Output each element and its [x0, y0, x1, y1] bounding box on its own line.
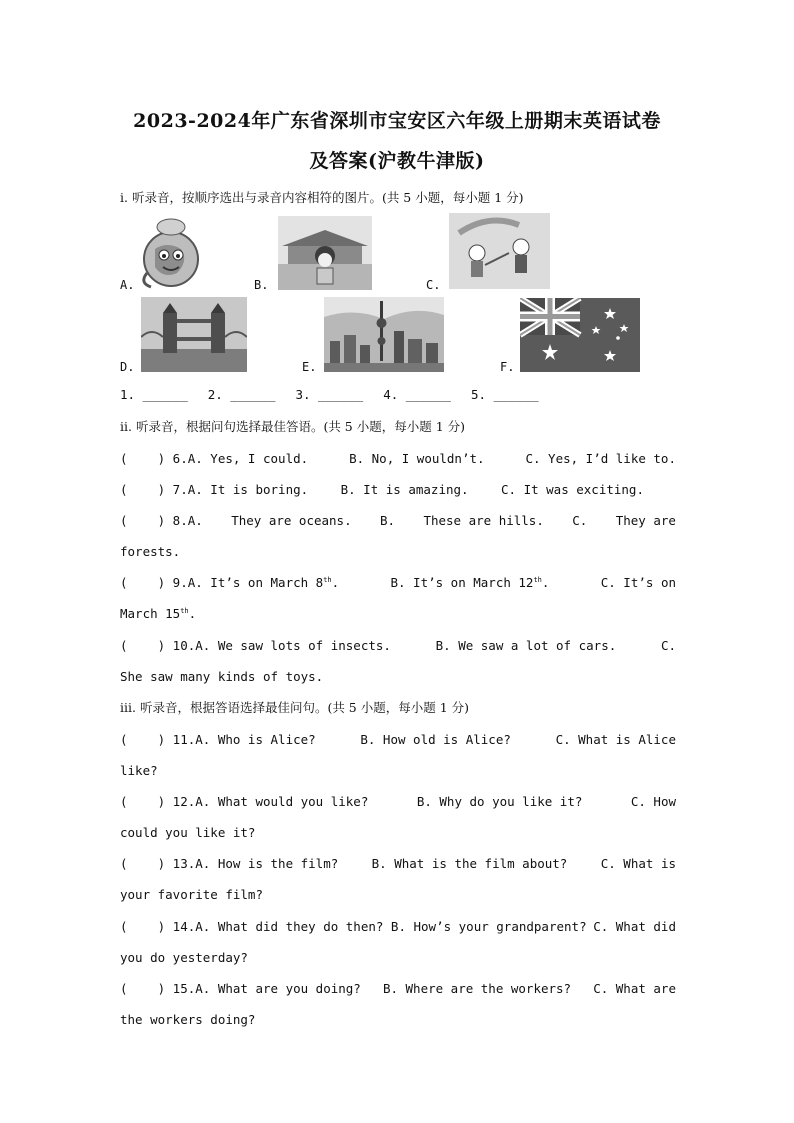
- blank-2[interactable]: 2. ______: [207, 387, 276, 402]
- q15-option-b: B. Where are the workers?: [382, 981, 572, 996]
- q13-option-c: C. What is: [600, 856, 676, 871]
- label-b: B.: [254, 278, 269, 292]
- q13-continuation: your favorite film?: [120, 887, 263, 902]
- q12-option-b: B. Why do you like it?: [416, 794, 583, 809]
- q14-continuation: you do yesterday?: [120, 950, 248, 965]
- answer-blanks: [120, 387, 539, 402]
- blank-5[interactable]: 5. ______: [470, 387, 539, 402]
- q10-option-b: B. We saw a lot of cars.: [435, 638, 617, 653]
- question-7: [120, 482, 644, 497]
- q11-option-c: C. What is Alice: [555, 732, 676, 747]
- question-9: [120, 575, 676, 590]
- label-f: F.: [500, 360, 515, 374]
- q13-option-b: B. What is the film about?: [371, 856, 568, 871]
- section-2-heading: ii. 听录音，根据问句选择最佳答语。(共 5 小题，每小题 1 分): [120, 419, 465, 434]
- q7-option-a: ( ) 7.A. It is boring.: [120, 482, 309, 497]
- forbidden-city-girl-image: [278, 216, 372, 290]
- blank-3[interactable]: 3. ______: [295, 387, 364, 402]
- q8-option-c-text: They are: [615, 513, 676, 528]
- q9-cont-sup: th: [180, 606, 189, 615]
- q12-option-a: ( ) 12.A. What would you like?: [120, 794, 369, 809]
- q8-continuation: forests.: [120, 544, 181, 559]
- children-playing-image: [449, 213, 550, 289]
- q9-option-b: B. It’s on March 12th.: [390, 575, 550, 590]
- label-a: A.: [120, 278, 135, 292]
- question-8: [120, 513, 676, 528]
- q6-option-b: B. No, I wouldn’t.: [349, 451, 485, 466]
- q8-option-c: C.: [572, 513, 588, 528]
- blank-1[interactable]: 1. ______: [120, 387, 188, 402]
- q10-option-a: ( ) 10.A. We saw lots of insects.: [120, 638, 391, 653]
- question-11: [120, 732, 676, 747]
- section-1-heading: i. 听录音，按顺序选出与录音内容相符的图片。(共 5 小题，每小题 1 分): [120, 190, 524, 205]
- q9-cont-text: March 15: [120, 606, 181, 621]
- q13-option-a: ( ) 13.A. How is the film?: [120, 856, 339, 871]
- q10-continuation: She saw many kinds of toys.: [120, 669, 324, 684]
- q9-continuation: [120, 606, 676, 621]
- q9-cont-end: .: [188, 606, 197, 621]
- globe-cartoon-image: [137, 213, 203, 291]
- q9-a-text: ( ) 9.A. It’s on March 8: [120, 575, 324, 590]
- q9-option-a: ( ) 9.A. It’s on March 8th.: [120, 575, 340, 590]
- q7-option-c: C. It was exciting.: [501, 482, 644, 497]
- title-line-1: 2023-2024年广东省深圳市宝安区六年级上册期末英语试卷: [133, 110, 661, 132]
- label-e: E.: [302, 360, 317, 374]
- q15-option-a: ( ) 15.A. What are you doing?: [120, 981, 361, 996]
- blank-4[interactable]: 4. ______: [383, 387, 451, 402]
- q9-a-sup: th: [323, 575, 332, 584]
- shanghai-skyline-image: [324, 297, 444, 372]
- australia-flag-image: [520, 298, 640, 372]
- q12-option-c: C. How: [630, 794, 676, 809]
- q8-option-b-text: These are hills.: [423, 513, 544, 528]
- q8-option-a-text: They are oceans.: [231, 513, 352, 528]
- question-6: [120, 451, 676, 466]
- q11-option-a: ( ) 11.A. Who is Alice?: [120, 732, 316, 747]
- q6-option-a: ( ) 6.A. Yes, I could.: [120, 451, 309, 466]
- q12-continuation: could you like it?: [120, 825, 256, 840]
- q15-continuation: the workers doing?: [120, 1012, 256, 1027]
- q11-option-b: B. How old is Alice?: [360, 732, 511, 747]
- q14-option-a-b: ( ) 14.A. What did they do then? B. How’s your grandparent?: [120, 919, 587, 934]
- q9-option-c: C. It’s on: [600, 575, 676, 590]
- question-13: [120, 856, 676, 871]
- question-12: [120, 794, 676, 809]
- q8-option-b: B.: [380, 513, 396, 528]
- section-3-heading: iii. 听录音，根据答语选择最佳问句。(共 5 小题，每小题 1 分): [120, 700, 469, 715]
- q8-option-a: ( ) 8.A.: [120, 513, 203, 528]
- q6-option-c: C. Yes, I’d like to.: [525, 451, 676, 466]
- q11-continuation: like?: [120, 763, 158, 778]
- q7-option-b: B. It is amazing.: [340, 482, 469, 497]
- q9-b-text: B. It’s on March 12: [390, 575, 534, 590]
- q14-option-c: C. What did: [593, 919, 676, 934]
- question-15: [120, 981, 676, 996]
- tower-bridge-image: [141, 297, 247, 372]
- question-10: [120, 638, 676, 653]
- q9-b-sup: th: [533, 575, 542, 584]
- question-14: [120, 919, 676, 934]
- q15-option-c: C. What are: [593, 981, 676, 996]
- label-d: D.: [120, 360, 135, 374]
- label-c: C.: [426, 278, 441, 292]
- q10-option-c: C.: [660, 638, 676, 653]
- title-line-2: 及答案(沪教牛津版): [309, 150, 485, 172]
